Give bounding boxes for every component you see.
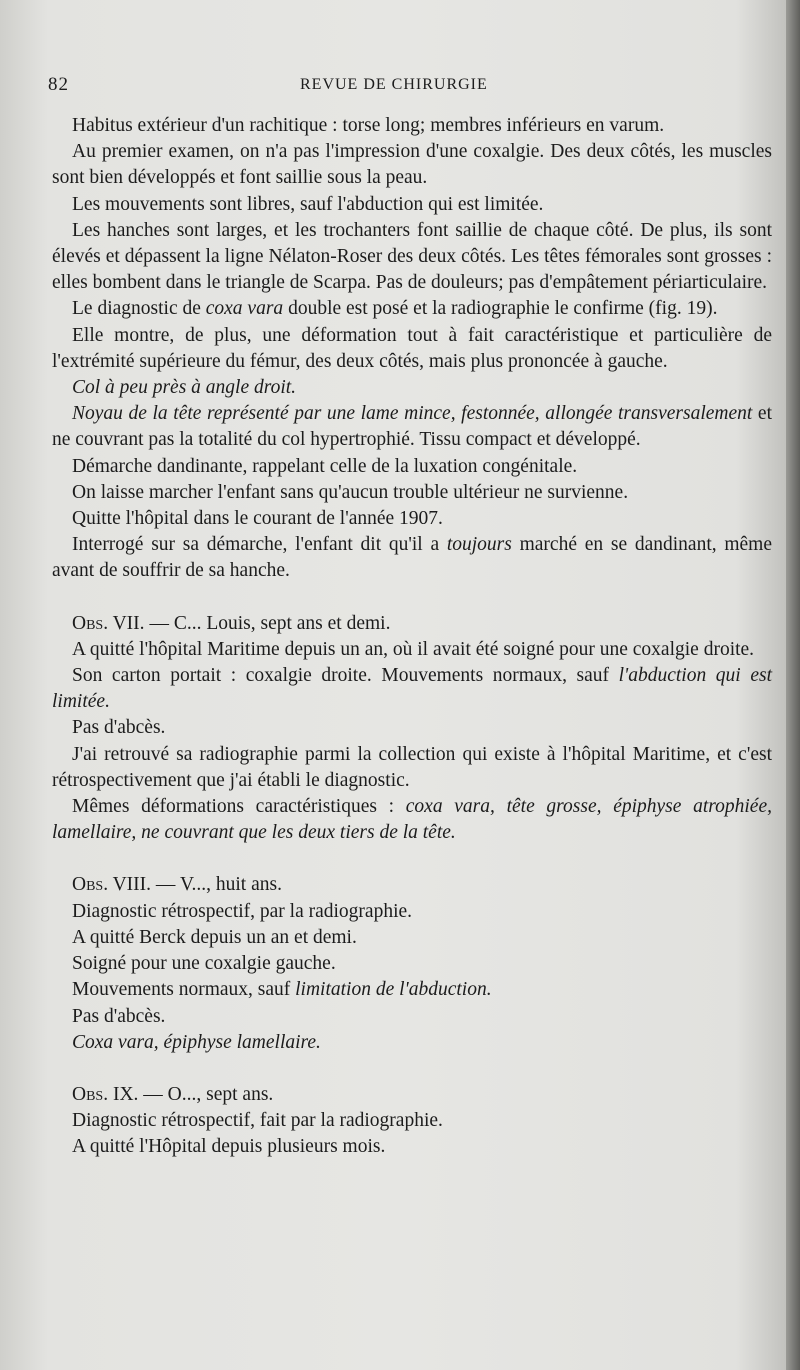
section-gap <box>52 846 772 872</box>
paragraph-p10 <box>52 480 772 506</box>
paragraph-p6 <box>52 323 772 375</box>
text-segment: Soigné pour une coxalgie gauche. <box>72 953 336 975</box>
section-gap <box>52 585 772 611</box>
text-segment: Diagnostic rétrospectif, par la radiographie. <box>72 900 413 922</box>
text-segment: Les mouvements sont libres, sauf l'abduction qui est limitée. <box>72 193 544 215</box>
paragraph-p4 <box>52 218 772 297</box>
text-segment: — C... Louis, sept ans et demi. <box>144 612 391 634</box>
text-segment: Elle montre, de plus, une déformation tout à fait caractéristique et particulière de l'extrémité supérieure du fémur, des deux côtés, mais plus prononcée à gauche. <box>52 324 772 372</box>
text-segment: Col à peu près à angle droit. <box>72 377 297 399</box>
paragraph-p21 <box>52 925 772 951</box>
text-segment: A quitté Berck depuis un an et demi. <box>72 926 357 948</box>
paragraph-p28 <box>52 1134 772 1160</box>
text-segment: toujours <box>446 534 512 556</box>
text-segment: Mêmes déformations caractéristiques : <box>72 796 406 818</box>
paragraph-p1 <box>52 113 772 139</box>
text-segment: Diagnostic rétrospectif, fait par la radiographie. <box>72 1110 443 1132</box>
text-segment: coxa vara, tête grosse, épiphyse atrophiée, lamellaire, ne couvrant que les deux tiers de la tête. <box>52 796 772 844</box>
paragraph-p26 <box>52 1082 772 1108</box>
paragraph-p12 <box>52 532 772 584</box>
paragraph-p23 <box>52 977 772 1003</box>
text-segment: — V..., huit ans. <box>151 874 282 896</box>
text-segment: On laisse marcher l'enfant sans qu'aucun trouble ultérieur ne survienne. <box>72 481 629 503</box>
paragraph-p15 <box>52 663 772 715</box>
text-segment: Démarche dandinante, rappelant celle de la luxation congénitale. <box>72 455 578 477</box>
text-segment: A quitté l'hôpital Maritime depuis un an, où il avait été soigné pour une coxalgie droite. <box>72 638 755 660</box>
text-segment: Habitus extérieur d'un rachitique : torse long; membres inférieurs en varum. <box>72 115 665 136</box>
paragraph-p8 <box>52 401 772 453</box>
text-segment: Obs. IX. <box>72 1083 139 1105</box>
text-segment: J'ai retrouvé sa radiographie parmi la collection qui existe à l'hôpital Maritime, et c'est rétrospectivement que j'ai établi le diagnostic. <box>52 743 772 791</box>
paragraph-p9 <box>52 454 772 480</box>
text-segment: Noyau de la tête représenté par une lame mince, festonnée, allongée transversalement <box>72 403 753 425</box>
page-spine-shadow <box>786 0 800 1370</box>
text-segment: A quitté l'Hôpital depuis plusieurs mois. <box>72 1136 386 1158</box>
text-segment: limitation de l'abduction. <box>295 979 492 1001</box>
text-segment: Pas d'abcès. <box>72 1005 166 1027</box>
text-segment: marché en se dandinant, même avant de souffrir de sa hanche. <box>52 534 772 582</box>
paragraph-p24 <box>52 1004 772 1030</box>
text-segment: l'abduction qui est limitée. <box>52 665 772 713</box>
text-segment: Quitte l'hôpital dans le courant de l'année 1907. <box>72 508 443 530</box>
text-segment: double est posé et la radiographie le confirme (fig. 19). <box>283 298 718 320</box>
section-gap <box>52 1056 772 1082</box>
text-segment: Coxa vara, épiphyse lamellaire. <box>72 1031 321 1053</box>
text-segment: — O..., sept ans. <box>138 1083 274 1105</box>
text-segment: Pas d'abcès. <box>72 717 166 739</box>
text-segment: Obs. VII. <box>72 612 145 634</box>
text-segment: Mouvements normaux, sauf <box>72 979 296 1001</box>
paragraph-p17 <box>52 742 772 794</box>
paragraph-p19 <box>52 872 772 898</box>
paragraph-p5 <box>52 296 772 322</box>
paragraph-p3 <box>52 192 772 218</box>
paragraph-p27 <box>52 1108 772 1134</box>
paragraph-p14 <box>52 637 772 663</box>
paragraph-p11 <box>52 506 772 532</box>
paragraph-p7 <box>52 375 772 401</box>
paragraph-p18 <box>52 794 772 846</box>
text-segment: coxa vara <box>205 298 284 320</box>
paragraph-p16 <box>52 715 772 741</box>
paragraph-p20 <box>52 899 772 925</box>
text-segment: Interrogé sur sa démarche, l'enfant dit qu'il a <box>72 534 447 556</box>
paragraph-p25 <box>52 1030 772 1056</box>
paragraph-p22 <box>52 951 772 977</box>
text-segment: Son carton portait : coxalgie droite. Mouvements normaux, sauf <box>72 665 619 687</box>
text-segment: et ne couvrant pas la totalité du col hypertrophié. Tissu compact et développé. <box>52 403 772 451</box>
paragraph-p2 <box>52 139 772 191</box>
text-segment: Le diagnostic de <box>72 298 206 320</box>
running-title: REVUE DE CHIRURGIE <box>300 76 488 93</box>
text-segment: Les hanches sont larges, et les trochanters font saillie de chaque côté. De plus, ils sont élevés et dépassent la ligne Nélaton-Roser des deux côtés. Les têtes fémorales sont grosses : elles bombent dans le triangle de Scarpa. Pas de douleurs; pas d'empâtement périarticulaire. <box>52 219 772 294</box>
page-header <box>48 74 752 98</box>
text-segment: Obs. VIII. <box>72 874 152 896</box>
page-number: 82 <box>48 74 69 95</box>
text-segment: Au premier examen, on n'a pas l'impression d'une coxalgie. Des deux côtés, les muscles sont bien développés et font saillie sous la peau. <box>52 141 772 189</box>
paragraph-p13 <box>52 611 772 637</box>
page-body <box>52 113 772 1161</box>
